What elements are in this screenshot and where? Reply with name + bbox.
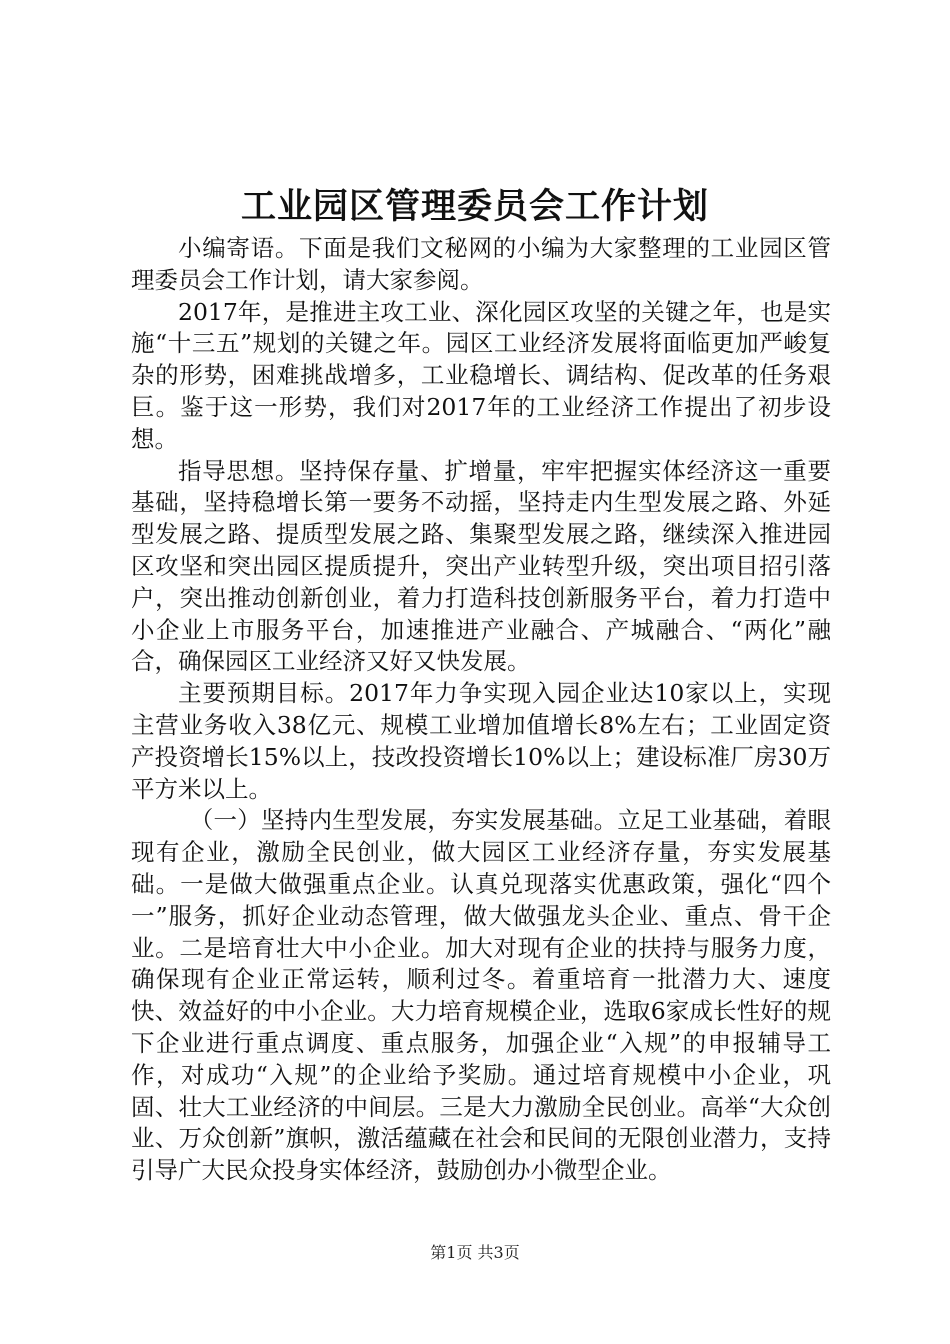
document-title: 工业园区管理委员会工作计划 (240, 186, 709, 227)
page-footer: 第1页 共3页 (430, 1243, 520, 1262)
paragraph-intro: 小编寄语。下面是我们文秘网的小编为大家整理的工业园区管理委员会工作计划，请大家参阅。 (131, 234, 831, 294)
document-body (131, 233, 831, 1187)
paragraph-main-targets: 主要预期目标。2017年力争实现入园企业达10家以上，实现主营业务收入38亿元、规模工业增加值增长8%左右；工业固定资产投资增长15%以上，技改投资增长10%以上；建设标准厂房30万平方米以上。 (131, 679, 831, 803)
paragraph-section-one: （一）坚持内生型发展，夯实发展基础。立足工业基础，着眼现有企业，激励全民创业，做大园区工业经济存量，夯实发展基础。一是做大做强重点企业。认真兑现落实优惠政策，强化“四个一”服务，抓好企业动态管理，做大做强龙头企业、重点、骨干企业。二是培育壮大中小企业。加大对现有企业的扶持与服务力度，确保现有企业正常运转，顺利过冬。着重培育一批潜力大、速度快、效益好的中小企业。大力培育规模企业，选取6家成长性好的规下企业进行重点调度、重点服务，加强企业“入规”的申报辅导工作，对成功“入规”的企业给予奖励。通过培育规模中小企业，巩固、壮大工业经济的中间层。三是大力激励全民创业。高举“大众创业、万众创新”旗帜，激活蕴藏在社会和民间的无限创业潜力，支持引导广大民众投身实体经济，鼓励创办小微型企业。 (131, 806, 831, 1185)
paragraph-guiding-ideology: 指导思想。坚持保存量、扩增量，牢牢把握实体经济这一重要基础，坚持稳增长第一要务不动摇，坚持走内生型发展之路、外延型发展之路、提质型发展之路、集聚型发展之路，继续深入推进园区攻坚和突出园区提质提升，突出产业转型升级，突出项目招引落户，突出推动创新创业，着力打造科技创新服务平台，着力打造中小企业上市服务平台，加速推进产业融合、产城融合、“两化”融合，确保园区工业经济又好又快发展。 (131, 456, 831, 676)
paragraph-background: 2017年，是推进主攻工业、深化园区攻坚的关键之年，也是实施“十三五”规划的关键之年。园区工业经济发展将面临更加严峻复杂的形势，困难挑战增多，工业稳增长、调结构、促改革的任务艰巨。鉴于这一形势，我们对2017年的工业经济工作提出了初步设想。 (131, 297, 831, 453)
